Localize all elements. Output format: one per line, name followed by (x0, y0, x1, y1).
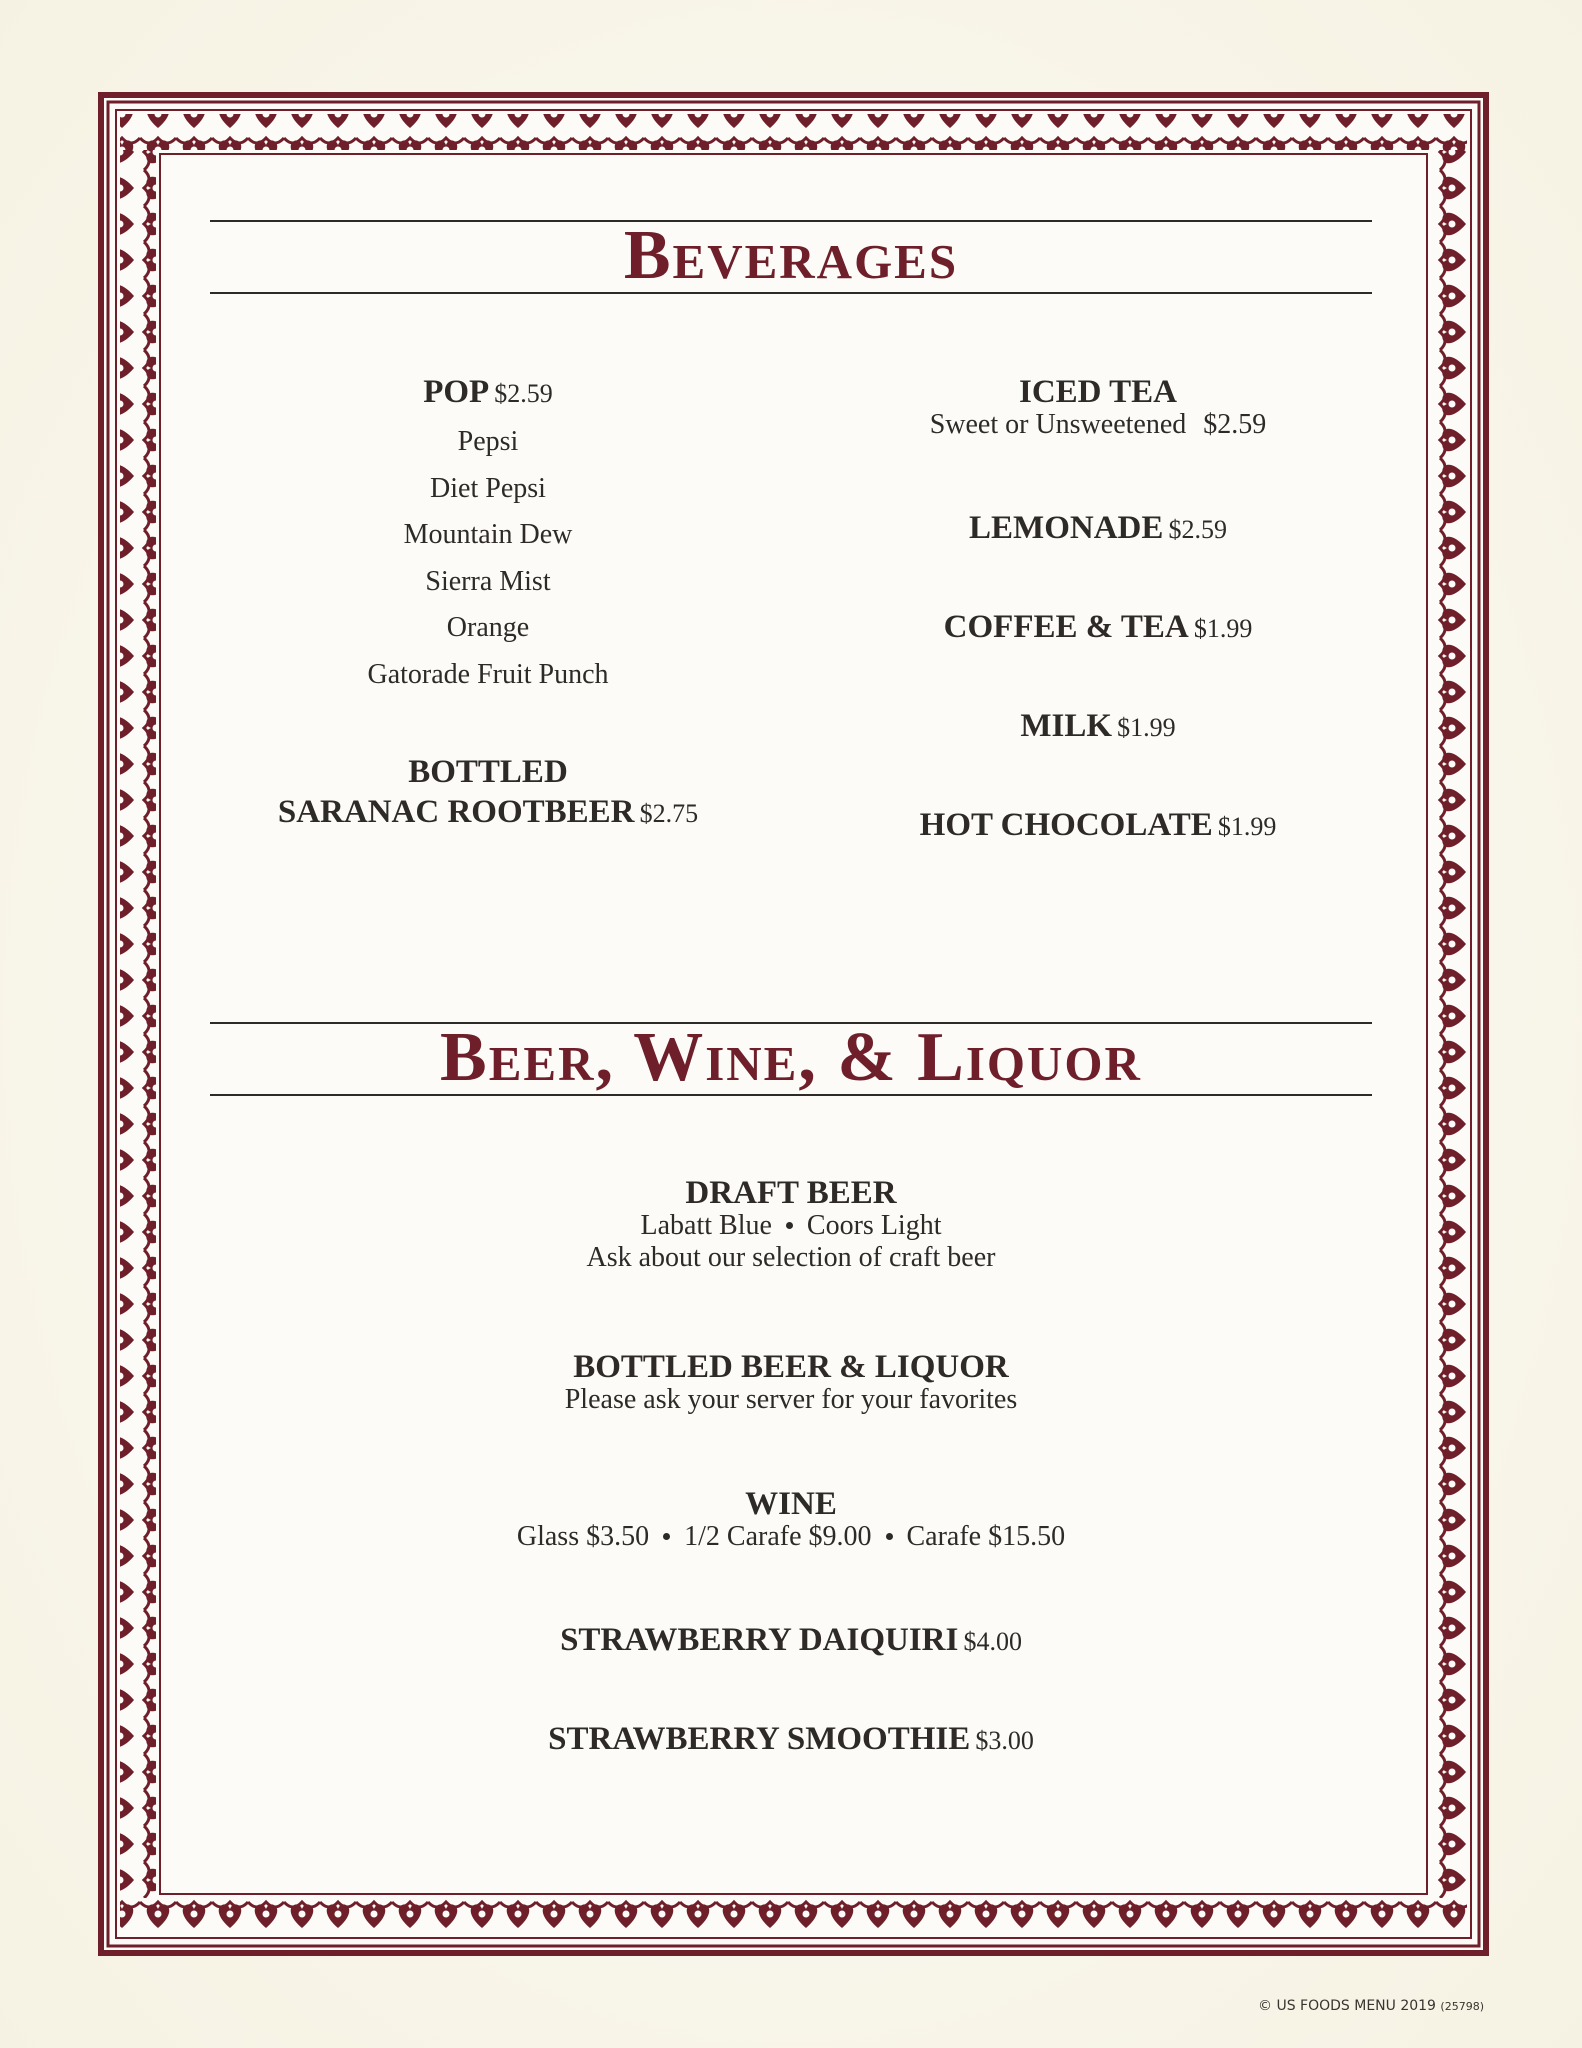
iced-tea-price: $2.59 (1203, 409, 1267, 440)
bottled-note: Please ask your server for your favorites (564, 1384, 1018, 1415)
bottled-item (300, 1349, 1282, 1416)
draft-brand: Labatt Blue (640, 1210, 772, 1241)
bullet-dot (886, 1533, 893, 1540)
iced-tea-name: ICED TEA (1018, 374, 1178, 410)
list-item: Mountain Dew (403, 519, 573, 550)
bullet-dot (663, 1533, 670, 1540)
milk-name: MILK (1020, 708, 1113, 744)
wine-option: Carafe $15.50 (906, 1521, 1066, 1552)
milk-item (838, 708, 1358, 745)
hot-chocolate-name: HOT CHOCOLATE (919, 807, 1213, 843)
daiquiri-item (300, 1622, 1282, 1659)
list-item: Pepsi (457, 426, 519, 457)
hot-chocolate-item (838, 807, 1358, 844)
list-item: Orange (446, 612, 530, 643)
alcohol-heading: Beer, Wine, & Liquor (210, 1022, 1372, 1096)
milk-price: $1.99 (1117, 713, 1176, 742)
smoothie-price: $3.00 (975, 1726, 1034, 1755)
wine-item (300, 1486, 1282, 1553)
lemonade-price: $2.59 (1168, 515, 1227, 544)
iced-tea-item (838, 374, 1358, 441)
rootbeer-price: $2.75 (639, 799, 699, 828)
pop-item (228, 374, 748, 411)
wine-option: 1/2 Carafe $9.00 (684, 1521, 872, 1552)
lemonade-name: LEMONADE (969, 510, 1164, 546)
list-item: Gatorade Fruit Punch (367, 658, 609, 690)
smoothie-item (300, 1721, 1282, 1758)
copyright-footer (1258, 1998, 1484, 2014)
wine-name: WINE (745, 1486, 837, 1522)
rootbeer-name-line2: SARANAC ROOTBEER (277, 794, 635, 830)
rootbeer-name-line1: BOTTLED (408, 754, 568, 790)
pop-list (228, 419, 748, 698)
coffee-tea-price: $1.99 (1193, 614, 1253, 643)
iced-tea-desc: Sweet or Unsweetened (929, 409, 1187, 440)
copyright-text: © US FOODS MENU 2019 (1258, 1998, 1436, 2014)
menu-code: (25798) (1440, 2000, 1484, 2013)
draft-beer-item (300, 1175, 1282, 1274)
hot-chocolate-price: $1.99 (1217, 812, 1277, 841)
coffee-tea-name: COFFEE & TEA (943, 609, 1189, 645)
smoothie-name: STRAWBERRY SMOOTHIE (548, 1721, 971, 1757)
lemonade-item (838, 510, 1358, 547)
list-item: Diet Pepsi (430, 472, 546, 504)
beverages-heading: Beverages (210, 220, 1372, 294)
daiquiri-name: STRAWBERRY DAIQUIRI (560, 1622, 959, 1658)
daiquiri-price: $4.00 (963, 1627, 1022, 1656)
pop-price: $2.59 (494, 379, 553, 408)
list-item: Sierra Mist (425, 565, 551, 597)
draft-beer-note: Ask about our selection of craft beer (586, 1242, 996, 1273)
coffee-tea-item (838, 609, 1358, 646)
wine-option: Glass $3.50 (516, 1521, 650, 1552)
draft-beer-name: DRAFT BEER (685, 1175, 897, 1211)
pop-name: POP (423, 374, 490, 410)
draft-brand: Coors Light (806, 1210, 942, 1241)
rootbeer-item (228, 752, 748, 837)
bottled-name: BOTTLED BEER & LIQUOR (573, 1349, 1009, 1385)
bullet-dot (786, 1222, 793, 1229)
